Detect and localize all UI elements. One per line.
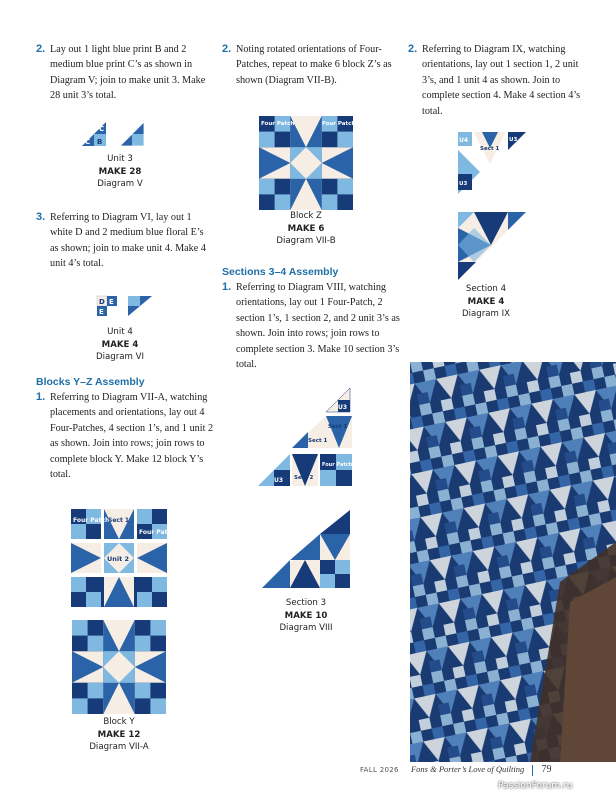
sect1-right	[137, 543, 167, 573]
step-number: 2.	[222, 43, 232, 55]
unit4-make: MAKE 4	[101, 339, 139, 350]
fp-label-1: Four Patch	[73, 517, 110, 524]
step-number: 1.	[36, 391, 46, 403]
unit4-title: Unit 4	[107, 327, 133, 337]
step-number: 2.	[408, 43, 418, 55]
section4-title: Section 4	[465, 284, 507, 294]
step-text: Referring to Diagram VIII, watching orientations, lay out 1 Four-Patch, 2 section 1’s, 1 section 2, and 2 unit 3’s as shown. Join into rows; join rows to complete section 3. Make 10 section 3’s total.	[236, 282, 400, 371]
section4-caption	[436, 283, 536, 321]
blockZ-fp-label-right: Four Patch	[322, 121, 356, 127]
section3-diagram	[260, 508, 352, 590]
footer-divider	[532, 765, 533, 776]
section4-diagram-name: Diagram IX	[461, 309, 511, 320]
unit3-label-b: B	[97, 138, 103, 146]
unit3-make: MAKE 28	[98, 166, 142, 177]
blockY-exploded-diagram	[70, 508, 176, 608]
footer-magazine: Fons & Porter’s Love of Quilting	[410, 764, 525, 774]
sec4-u3-label-right: U3	[509, 137, 518, 143]
sect1-top	[104, 509, 134, 539]
blockY-diagram	[72, 620, 166, 714]
unit4-caption	[80, 326, 160, 364]
unit4-diagram	[96, 294, 156, 318]
blockZ-make: MAKE 6	[287, 223, 325, 234]
step-number: 1.	[222, 281, 232, 293]
unit4-label-e1: E	[109, 298, 114, 306]
unit3-label-c1: C	[85, 138, 91, 146]
step-text: Lay out 1 light blue print B and 2 medium blue print C’s as shown in Diagram V; join to make unit 3. Make 28 unit 3’s total.	[50, 44, 206, 102]
section3-title: Section 3	[285, 598, 327, 608]
unit4-label-d: D	[99, 298, 105, 306]
unit3-label-c2: C	[99, 125, 105, 133]
blockY-caption	[70, 716, 168, 754]
step-text: Referring to Diagram VI, lay out 1 white D and 2 medium blue floral E’s as shown; join to make unit 4. Make 4 unit 4’s total.	[50, 212, 206, 270]
four-patch-1	[71, 509, 101, 539]
blockZ-caption	[256, 210, 356, 248]
row3	[71, 577, 167, 607]
step-text: Referring to Diagram VII-A, watching placements and orientations, lay out 4 Four-Patches, 4 section 1’s, and 1 unit 2 as shown. Join into rows; join rows to complete block Y. Make 12 block Y’s total.	[50, 392, 214, 481]
page-footer	[360, 764, 590, 776]
section3-diagram-name: Diagram VIII	[279, 623, 333, 634]
sect1-left	[71, 543, 101, 573]
section3-make: MAKE 10	[284, 610, 328, 621]
sec3-fp-label: Four Patch	[322, 462, 353, 468]
sec3-u3-label-top: U3	[338, 404, 348, 411]
section4-diagram	[456, 210, 528, 282]
sec3-sect2-label: Sect 2	[294, 475, 314, 481]
section4-make: MAKE 4	[467, 296, 505, 307]
blockZ-title: Block Z	[290, 211, 322, 221]
blockZ-diagram	[259, 116, 356, 210]
unit2-label: Unit 2	[107, 555, 130, 563]
blockY-title: Block Y	[103, 717, 135, 727]
blocks-yz-heading: Blocks Y–Z Assembly	[36, 376, 145, 388]
blockY-diagram-name: Diagram VII-A	[89, 742, 149, 753]
section3-exploded-diagram	[256, 384, 352, 488]
unit4-diagram-name: Diagram VI	[95, 352, 145, 363]
sec3-u3-label-bottom: U3	[274, 477, 284, 484]
blockZ-fp-label-left: Four Patch	[261, 121, 295, 127]
watermark: PassionForum.ru	[498, 781, 573, 791]
unit3-diagram	[80, 116, 160, 148]
unit4-label-e2: E	[99, 308, 104, 316]
unit3-diagram-name: Diagram V	[97, 179, 143, 190]
page-number: 79	[541, 764, 552, 775]
sec4-u3-label-left: U3	[459, 181, 468, 187]
step-number: 3.	[36, 211, 46, 223]
sec3-sect1-label-a: Sect 1	[308, 438, 328, 444]
step-text: Noting rotated orientations of Four-Patches, repeat to make 6 block Z’s as shown (Diagram VII-B).	[236, 44, 392, 86]
step-number: 2.	[36, 43, 46, 55]
step-text: Referring to Diagram IX, watching orientations, lay out 1 section 1, 2 unit 3’s, and 1 unit 4 as shown. Join to complete section 4. Make 4 section 4’s total.	[422, 44, 581, 117]
footer-season: FALL 2026	[360, 766, 399, 774]
quilt-photo	[410, 362, 616, 762]
blockY-make: MAKE 12	[97, 729, 141, 740]
section4-exploded-diagram	[456, 130, 528, 196]
blockZ-diagram-name: Diagram VII-B	[276, 236, 336, 247]
fp-label-2: Four Patch	[139, 529, 176, 536]
section3-caption	[256, 597, 356, 635]
sections-34-heading: Sections 3–4 Assembly	[222, 266, 339, 278]
unit3-title: Unit 3	[107, 154, 133, 164]
unit3-caption	[80, 153, 160, 191]
sec4-u4-label: U4	[459, 137, 469, 144]
sec4-sect1-label: Sect 1	[480, 146, 500, 152]
sect1-label-top: Sect 1	[108, 517, 130, 524]
sec3-sect1-label-b: Sect 1	[328, 424, 348, 430]
